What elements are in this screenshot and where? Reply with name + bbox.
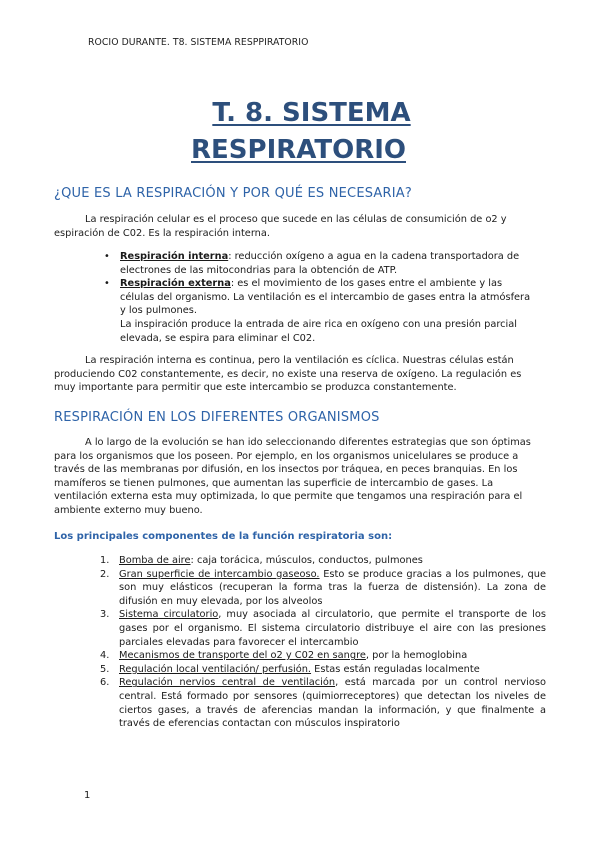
item-term: Gran superficie de intercambio gaseoso. bbox=[119, 568, 320, 580]
bullet-icon: • bbox=[104, 278, 110, 290]
item-number: 6. bbox=[100, 677, 110, 689]
item-number: 2. bbox=[100, 568, 110, 580]
document-title-line2: RESPIRATORIO bbox=[191, 135, 406, 165]
section-heading-organisms: RESPIRACIÓN EN LOS DIFERENTES ORGANISMOS bbox=[54, 410, 380, 425]
item-text: Estas están reguladas localmente bbox=[311, 663, 480, 675]
list-item bbox=[100, 676, 546, 730]
bullet-extra: La inspiración produce la entrada de aire rica en oxígeno con una presión parcial elevada, se espira para eliminar el C02. bbox=[120, 318, 518, 344]
document-title-line1: T. 8. SISTEMA bbox=[212, 98, 411, 128]
item-text: , por la hemoglobina bbox=[365, 650, 468, 662]
section-heading-respiration: ¿QUE ES LA RESPIRACIÓN Y POR QUÉ ES NECESARIA? bbox=[54, 186, 412, 201]
list-item bbox=[100, 568, 546, 609]
intro-text: La respiración celular es el proceso que sucede en las células de consumición de o2 y espiración de C02. Es la respiración interna. bbox=[54, 214, 507, 239]
list-item bbox=[100, 649, 546, 663]
item-number: 3. bbox=[100, 609, 110, 621]
item-term: Regulación nervios central de ventilación bbox=[119, 677, 336, 689]
bullet-term: Respiración externa bbox=[120, 278, 231, 290]
list-item bbox=[100, 608, 546, 649]
item-text: : caja torácica, músculos, conductos, pulmones bbox=[190, 555, 423, 566]
item-term: Sistema circulatorio bbox=[119, 609, 219, 621]
bullet-text: : es el movimiento de los gases entre el ambiente y las células del organismo. La ventilación es el intercambio de gases entra la atmósfera y los pulmones. bbox=[120, 278, 531, 317]
item-number: 1. bbox=[100, 555, 110, 566]
closing-text: La respiración interna es continua, pero la ventilación es cíclica. Nuestras células están produciendo C02 constantemente, es decir, no existe una reserva de oxígeno. La regulación es muy importante para permitir que este intercambio se produzca constantemente. bbox=[54, 355, 522, 394]
organisms-text: A lo largo de la evolución se han ido seleccionando diferentes estrategias que son óptimas para los organismos que los poseen. Por ejemplo, en los organismos unicelulares se produce a través de las membranas por difusión, en los insectos por tráquea, en peces branquias. En los mamíferos se tienen pulmones, que aumentan las superficie de intercambio de gases. La ventilación externa esta muy optimizada, lo que permite que tengamos una respiración para el ambiente externo muy bueno. bbox=[54, 437, 531, 516]
bullet-text: : reducción oxígeno a agua en la cadena transportadora de electrones de las mitocondrias para la obtención de ATP. bbox=[120, 251, 520, 276]
respiration-types-list bbox=[104, 250, 538, 345]
list-item bbox=[104, 277, 538, 345]
bullet-term: Respiración interna bbox=[120, 251, 229, 262]
intro-paragraph bbox=[54, 213, 538, 240]
page-header: ROCIO DURANTE. T8. SISTEMA RESPPIRATORIO bbox=[88, 37, 309, 48]
item-term: Mecanismos de transporte del o2 y C02 en sangre bbox=[119, 650, 366, 662]
closing-paragraph bbox=[54, 354, 538, 395]
components-list bbox=[100, 554, 546, 731]
item-term: Bomba de aire bbox=[119, 555, 191, 566]
organisms-paragraph bbox=[54, 436, 538, 518]
list-item bbox=[100, 554, 546, 568]
item-text: Esto se produce gracias a los pulmones, que son muy elásticos (recuperan la forma tras la fuerza de distensión). La zona de difusión en muy elevada, por los alveolos bbox=[119, 568, 547, 607]
list-item bbox=[104, 250, 538, 277]
item-number: 5. bbox=[100, 663, 110, 675]
list-item bbox=[100, 663, 546, 677]
item-text: , está marcada por un control nervioso central. Está formado por sensores (quimiorreceptores) que detectan los niveles de ciertos gases, a través de aferencias mandan la información, y que finalmente a través de eferencias contactan con músculos inspiratorio bbox=[119, 677, 546, 730]
item-term: Regulación local ventilación/ perfusión. bbox=[119, 663, 312, 675]
item-text: , muy asociada al circulatorio, que permite el transporte de los gases por el organismo. El sistema circulatorio distribuye el aire con las presiones parciales elevadas para favorecer el intercambio bbox=[119, 609, 546, 648]
page-number: 1 bbox=[84, 790, 91, 801]
components-heading: Los principales componentes de la función respiratoria son: bbox=[54, 531, 393, 542]
item-number: 4. bbox=[100, 650, 110, 662]
bullet-icon: • bbox=[104, 251, 110, 262]
